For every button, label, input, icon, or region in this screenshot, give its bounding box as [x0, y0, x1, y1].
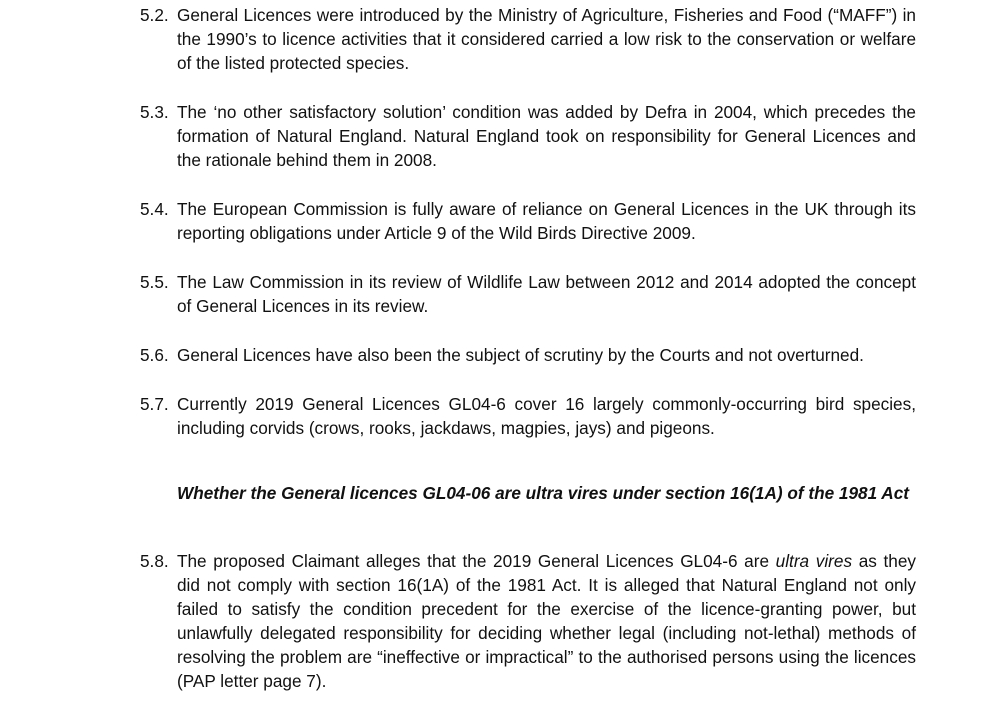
paragraph-number: 5.4.	[140, 199, 169, 219]
paragraph-number: 5.6.	[140, 345, 169, 365]
paragraph-text: General Licences have also been the subject of scrutiny by the Courts and not overturned.	[177, 345, 864, 365]
paragraph-text: General Licences were introduced by the Ministry of Agriculture, Fisheries and Food (“MAFF”) in the 1990’s to licence activities that it considered carried a low risk to the conservation or welfare of the listed protected species.	[177, 5, 916, 73]
paragraph-5-6	[140, 343, 916, 367]
paragraph-number: 5.5.	[140, 272, 169, 292]
section-heading: Whether the General licences GL04-06 are ultra vires under section 16(1A) of the 1981 Act	[177, 483, 910, 503]
paragraph-number: 5.2.	[140, 5, 169, 25]
paragraph-5-8	[140, 549, 916, 693]
paragraph-5-7	[140, 392, 916, 440]
paragraph-number: 5.3.	[140, 102, 169, 122]
text-segment: The proposed Claimant alleges that the 2019 General Licences GL04-6 are	[177, 551, 776, 571]
paragraph-number: 5.7.	[140, 394, 169, 414]
paragraph-number: 5.8.	[140, 551, 169, 571]
paragraph-5-3	[140, 100, 916, 172]
paragraph-text: The ‘no other satisfactory solution’ condition was added by Defra in 2004, which precedes the formation of Natural England. Natural England took on responsibility for General Licences and the rationale behind them in 2008.	[177, 102, 916, 170]
paragraph-5-4	[140, 197, 916, 245]
paragraph-text: Currently 2019 General Licences GL04-6 cover 16 largely commonly-occurring bird species, including corvids (crows, rooks, jackdaws, magpies, jays) and pigeons.	[177, 394, 916, 438]
paragraph-5-5	[140, 270, 916, 318]
paragraph-text: The European Commission is fully aware of reliance on General Licences in the UK through its reporting obligations under Article 9 of the Wild Birds Directive 2009.	[177, 199, 916, 243]
paragraph-text: The Law Commission in its review of Wildlife Law between 2012 and 2014 adopted the concept of General Licences in its review.	[177, 272, 916, 316]
text-segment: as they did not comply with section 16(1A) of the 1981 Act. It is alleged that Natural England not only failed to satisfy the condition precedent for the exercise of the licence-granting power, but unlawfully delegated responsibility for deciding whether legal (including not-lethal) methods of resolving the problem are “ineffective or impractical” to the authorised persons using the licences (PAP letter page 7).	[177, 551, 916, 691]
emphasis-ultra-vires: ultra vires	[775, 551, 853, 571]
paragraph-text	[177, 549, 916, 693]
paragraph-5-2	[140, 3, 916, 75]
